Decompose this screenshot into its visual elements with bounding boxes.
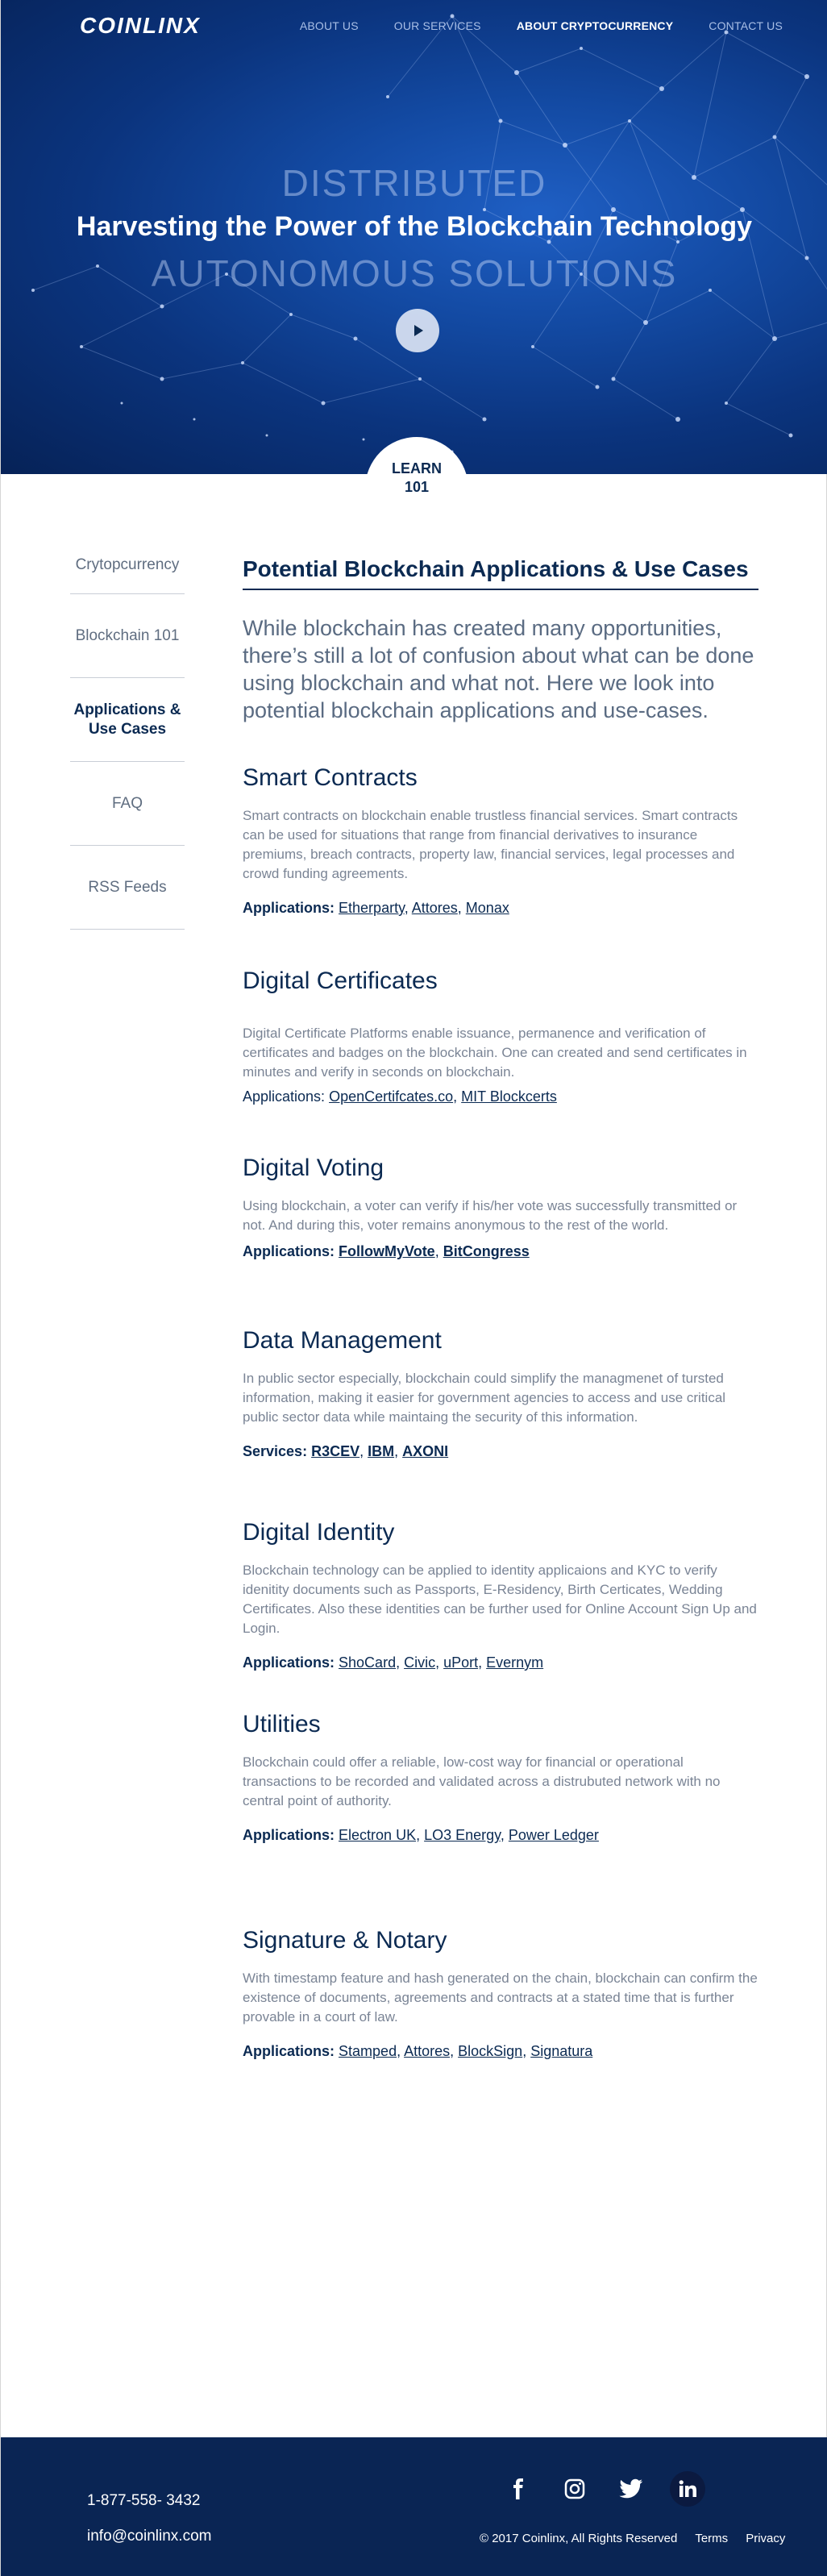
- applications-line: Applications: OpenCertifcates.co, MIT Blockcerts: [243, 1088, 557, 1105]
- app-link[interactable]: Evernym: [486, 1654, 544, 1671]
- sidebar-item-rss-feeds[interactable]: RSS Feeds: [70, 846, 185, 930]
- app-link[interactable]: Signatura: [530, 2043, 593, 2059]
- learn-tab-line2: 101: [404, 479, 430, 495]
- page-title: Potential Blockchain Applications & Use Cases: [243, 556, 758, 590]
- section-heading: Signature & Notary: [243, 1927, 447, 1954]
- app-link[interactable]: Attores: [411, 900, 458, 916]
- services-label: Services:: [243, 1443, 308, 1459]
- terms-link[interactable]: Terms: [695, 2532, 729, 2545]
- hero-title: Harvesting the Power of the Blockchain Technology: [76, 211, 753, 242]
- section-body: Using blockchain, a voter can verify if his/her vote was successfully transmitted or not. And during this, voter remains anonymous to the rest of the world.: [243, 1198, 738, 1233]
- section-utilities: [243, 1711, 758, 1844]
- section-body: With timestamp feature and hash generated on the chain, blockchain can confirm the existence of documents, agreements and contracts at a stated time that is further provable in a court of law.: [243, 1970, 758, 2025]
- app-link[interactable]: ShoCard: [339, 1654, 397, 1671]
- section-digital-identity: [243, 1519, 758, 1671]
- applications-label: Applications:: [243, 2043, 335, 2059]
- app-link[interactable]: FollowMyVote: [339, 1243, 435, 1259]
- nav-about-us[interactable]: ABOUT US: [299, 19, 359, 32]
- twitter-icon[interactable]: [613, 2471, 649, 2507]
- app-link[interactable]: Power Ledger: [508, 1827, 599, 1843]
- applications-label: Applications:: [243, 1827, 335, 1843]
- nav-our-services[interactable]: OUR SERVICES: [393, 19, 481, 32]
- section-heading: Digital Voting: [243, 1155, 384, 1181]
- coinlinx-logo[interactable]: [80, 13, 201, 39]
- hero-banner: [1, 0, 827, 474]
- app-link[interactable]: R3CEV: [311, 1443, 360, 1459]
- sidebar-item-blockchain-101[interactable]: Blockchain 101: [70, 594, 185, 678]
- sidebar-item-faq[interactable]: FAQ: [70, 762, 185, 846]
- applications-label: Applications:: [243, 1088, 326, 1105]
- section-body: Blockchain technology can be applied to identity applicaions and KYC to verify idenitity documents such as Passports, E-Residency, Birth Certicates, Wedding Certificates. Also these identities can be further used for Online Account Sign Up and Login.: [243, 1563, 757, 1636]
- section-heading: Utilities: [243, 1711, 321, 1737]
- section-data-management: [243, 1327, 758, 1460]
- play-video-button[interactable]: [396, 309, 439, 352]
- app-link[interactable]: Civic: [404, 1654, 436, 1671]
- sidebar: [70, 536, 185, 930]
- app-link[interactable]: Electron UK: [339, 1827, 417, 1843]
- privacy-link[interactable]: Privacy: [746, 2532, 786, 2545]
- copyright-text: © 2017 Coinlinx, All Rights Reserved: [480, 2532, 678, 2545]
- section-heading: Smart Contracts: [243, 764, 418, 791]
- app-link[interactable]: AXONI: [402, 1443, 449, 1459]
- section-signature-notary: [243, 1927, 758, 2060]
- hero-distributed-text: DISTRIBUTED: [281, 162, 547, 204]
- nav-about-cryptocurrency[interactable]: ABOUT CRYPTOCURRENCY: [516, 19, 674, 32]
- applications-line: Services: R3CEV, IBM, AXONI: [243, 1443, 449, 1459]
- top-nav: [264, 19, 783, 32]
- section-body: Digital Certificate Platforms enable issuance, permanence and verification of certificates and badges on the blockchain. One can created and send certificates in minutes and verify in seconds on blockchain.: [243, 1026, 747, 1080]
- nav-contact-us[interactable]: CONTACT US: [709, 19, 783, 32]
- play-icon: [409, 323, 426, 339]
- linkedin-icon[interactable]: [670, 2471, 705, 2507]
- app-link[interactable]: OpenCertifcates.co: [329, 1088, 454, 1105]
- app-link[interactable]: Etherparty: [339, 900, 405, 916]
- footer-email[interactable]: info@coinlinx.com: [87, 2528, 212, 2545]
- section-digital-voting: [243, 1155, 758, 1260]
- applications-line: Applications: ShoCard, Civic, uPort, Evernym: [243, 1654, 544, 1671]
- applications-line: Applications: FollowMyVote, BitCongress: [243, 1243, 530, 1259]
- sidebar-item-cryptocurrency[interactable]: Crytopcurrency: [70, 536, 185, 594]
- app-link[interactable]: uPort: [443, 1654, 479, 1671]
- section-heading: Data Management: [243, 1327, 442, 1354]
- facebook-icon[interactable]: [501, 2471, 536, 2507]
- instagram-icon[interactable]: [557, 2471, 592, 2507]
- applications-label: Applications:: [243, 900, 335, 916]
- footer-legal: [480, 2532, 785, 2545]
- app-link[interactable]: Monax: [465, 900, 509, 916]
- app-link[interactable]: MIT Blockcerts: [461, 1088, 557, 1105]
- applications-label: Applications:: [243, 1654, 335, 1671]
- applications-line: Applications: Stamped, Attores, BlockSign, Signatura: [243, 2043, 593, 2059]
- applications-label: Applications:: [243, 1243, 335, 1259]
- footer-phone[interactable]: 1-877-558- 3432: [87, 2492, 201, 2509]
- section-digital-certificates: [243, 968, 758, 1105]
- section-body: Smart contracts on blockchain enable trustless financial services. Smart contracts can be used for situations that range from financial derivatives to insurance premiums, breach contracts, property law, financial services, legal processes and crowd funding agreements.: [243, 808, 738, 881]
- learn-tab-line1: LEARN: [392, 460, 442, 476]
- section-heading: Digital Identity: [243, 1519, 395, 1546]
- applications-line: Applications: Etherparty, Attores, Monax: [243, 900, 509, 916]
- app-link[interactable]: Attores: [404, 2043, 451, 2059]
- section-body: In public sector especially, blockchain could simplify the managmenet of tursted information, making it easier for government agencies to access and use critical public sector data while maintaing the security of this information.: [243, 1371, 726, 1425]
- section-body: Blockchain could offer a reliable, low-cost way for financial or operational transactions to be recorded and validated across a distrubuted network with no central point of authority.: [243, 1754, 721, 1808]
- applications-line: Applications: Electron UK, LO3 Energy, Power Ledger: [243, 1827, 599, 1843]
- app-link[interactable]: LO3 Energy: [424, 1827, 501, 1843]
- footer: [1, 2437, 827, 2576]
- social-links: [501, 2471, 705, 2507]
- intro-paragraph: While blockchain has created many opportunities, there’s still a lot of confusion about what can be done using blockchain and what not. Here we look into potential blockchain applications and use-cases.: [243, 616, 754, 722]
- section-smart-contracts: [243, 764, 758, 917]
- section-heading: Digital Certificates: [243, 968, 438, 994]
- app-link[interactable]: IBM: [368, 1443, 395, 1459]
- main-content: [243, 556, 758, 2059]
- app-link[interactable]: Stamped: [339, 2043, 397, 2059]
- hero-autonomous-text: AUTONOMOUS SOLUTIONS: [151, 252, 678, 294]
- app-link[interactable]: BitCongress: [443, 1243, 530, 1259]
- logo-text: COINLINX: [80, 13, 201, 38]
- sidebar-item-applications[interactable]: Applications & Use Cases: [70, 678, 185, 762]
- app-link[interactable]: BlockSign: [458, 2043, 523, 2059]
